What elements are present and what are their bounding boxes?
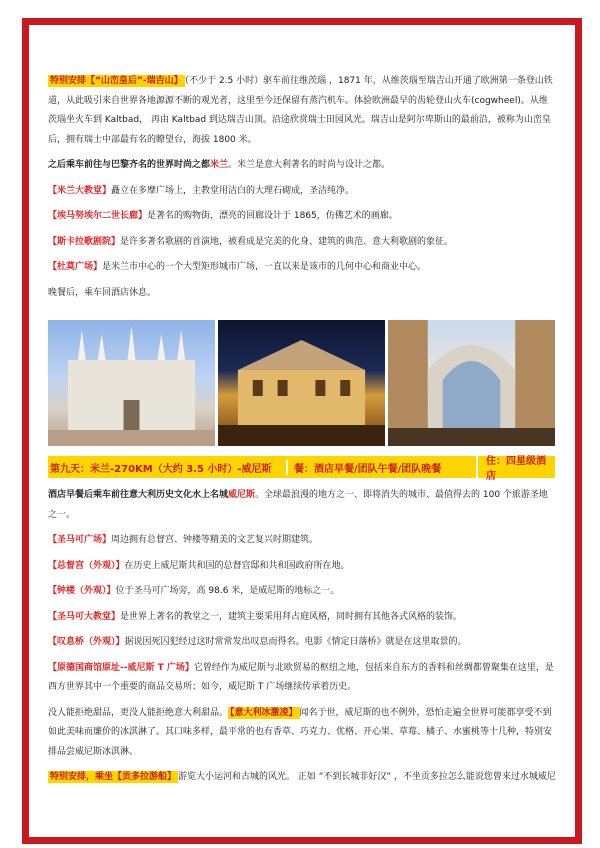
highlight-rigi: 特别安排【“山峦皇后”-瑞吉山】: [50, 76, 183, 86]
itinerary-section-day8: [48, 72, 556, 309]
galleria-photo: [388, 320, 555, 446]
paragraph-gondola: 特别安排，乘坐【贡多拉游船】 游览大小运河和古城的风光。 正如 “不到长城非好汉” ，不坐贡多拉怎么能说您曾来过水城威尼: [50, 772, 556, 782]
border-top: [22, 18, 582, 25]
border-left: [22, 18, 29, 844]
paragraph-milan-intro: 之后乘车前往与巴黎齐名的世界时尚之都米兰。米兰是意大利著名的时尚与设计之都。: [48, 160, 391, 170]
day-meals: 餐：酒店早餐/团队午餐/团队晚餐: [286, 460, 476, 475]
paragraph-venice-intro: 酒店早餐后乘车前往意大利历史文化水上名城威尼斯。全球最浪漫的地方之一、即将消失的城市、最值得去的 100 个旅游圣地之一。: [48, 490, 548, 520]
paragraph-la-scala: 【斯卡拉歌剧院】是许多著名歌剧的首演地，被看成是完美的化身、建筑的典范、意大利歌剧的象征。: [48, 236, 454, 247]
paragraph-st-mark-square: 【圣马可广场】周边拥有总督宫、钟楼等精美的文艺复兴时期建筑。: [48, 535, 319, 545]
day9-header: [48, 456, 555, 482]
paragraph-duomo: 【米兰大教堂】矗立在多摩广场上，主教堂用洁白的大理石砌成，圣洁纯净。: [48, 185, 355, 196]
day-hotel: 住：四星级酒店: [476, 452, 555, 482]
paragraph-galleria: 【埃马努埃尔二世长廊】是著名的购物街，漂亮的回廊设计于 1865，仿佛艺术的画廊。: [48, 211, 398, 221]
itinerary-section-day9: [48, 486, 556, 794]
day-title: 第九天：米兰-270KM（大约 3.5 小时）-威尼斯: [50, 463, 272, 475]
paragraph-gelato: 没人能拒绝甜品，更没人能拒绝意大利甜品。 【意大利冰激凌】 闻名于世，威尼斯的也不例外，恐怕走遍全世界可能都享受不到如此美味而廉价的冰淇淋了。其口味多样，最平常的也有香草、巧克力、优格、开心果、草莓、橘子、水蜜桃等十几种，特别安排品尝威尼斯冰淇淋。: [48, 707, 553, 757]
la-scala-photo: [218, 320, 385, 446]
photo-strip: [48, 320, 555, 446]
paragraph-bell-tower: 【钟楼（外观）】位于圣马可广场旁，高 98.6 米，是威尼斯的地标之一。: [48, 586, 340, 596]
border-right: [575, 18, 582, 844]
border-bottom: [22, 837, 582, 844]
paragraph-evening: 晚餐后，乘车回酒店休息。: [48, 287, 157, 298]
paragraph-t-fondaco: 【原德国商馆原址--威尼斯 T 广场】它曾经作为威尼斯与北欧贸易的枢纽之地，包括来自东方的香料和丝绸都曾聚集在这里，是西方世界其中一个重要的商品交易所；如今，威尼斯 T 广场继续传承着历史。: [48, 662, 554, 692]
milan-cathedral-photo: [48, 320, 215, 446]
paragraph-doge-palace: 【总督宫（外观）】在历史上威尼斯共和国的总督官邸和共和国政府所在地。: [48, 560, 350, 571]
paragraph-st-mark-basilica: 【圣马可大教堂】是世界上著名的教堂之一，建筑主要采用拜占庭风格，同时拥有其他各式风格的装饰。: [48, 611, 463, 622]
paragraph-piazza-duomo: 【杜莫广场】是米兰市中心的一个大型矩形城市广场，一直以来是该市的几何中心和商业中心。: [48, 262, 427, 272]
paragraph-bridge-of-sighs: 【叹息桥（外观）】据说因死囚犯经过这时常常发出叹息而得名。电影《情定日落桥》就是在这里取景的。: [48, 637, 467, 647]
paragraph-rigi: 特别安排【“山峦皇后”-瑞吉山】 （不少于 2.5 小时）驱车前往维茨瑙 ，1871 年，从维茨瑙至瑞吉山开通了欧洲第一条登山铁道，从此吸引来自世界各地源源不断的观光者，这里至今还保留有蒸汽机车。体验欧洲最早的齿轮登山火车(cogwheel)。从维茨瑙坐火车到 Kaltbad， 再由 Kaltbad 到达瑞吉山顶。沿途欣赏瑞士田园风光。瑞吉山是阿尔卑斯山的最前沿，被称为山峦皇后，拥有瑞士中部最有名的瞭望台，海拔 1800 米。: [48, 76, 553, 145]
